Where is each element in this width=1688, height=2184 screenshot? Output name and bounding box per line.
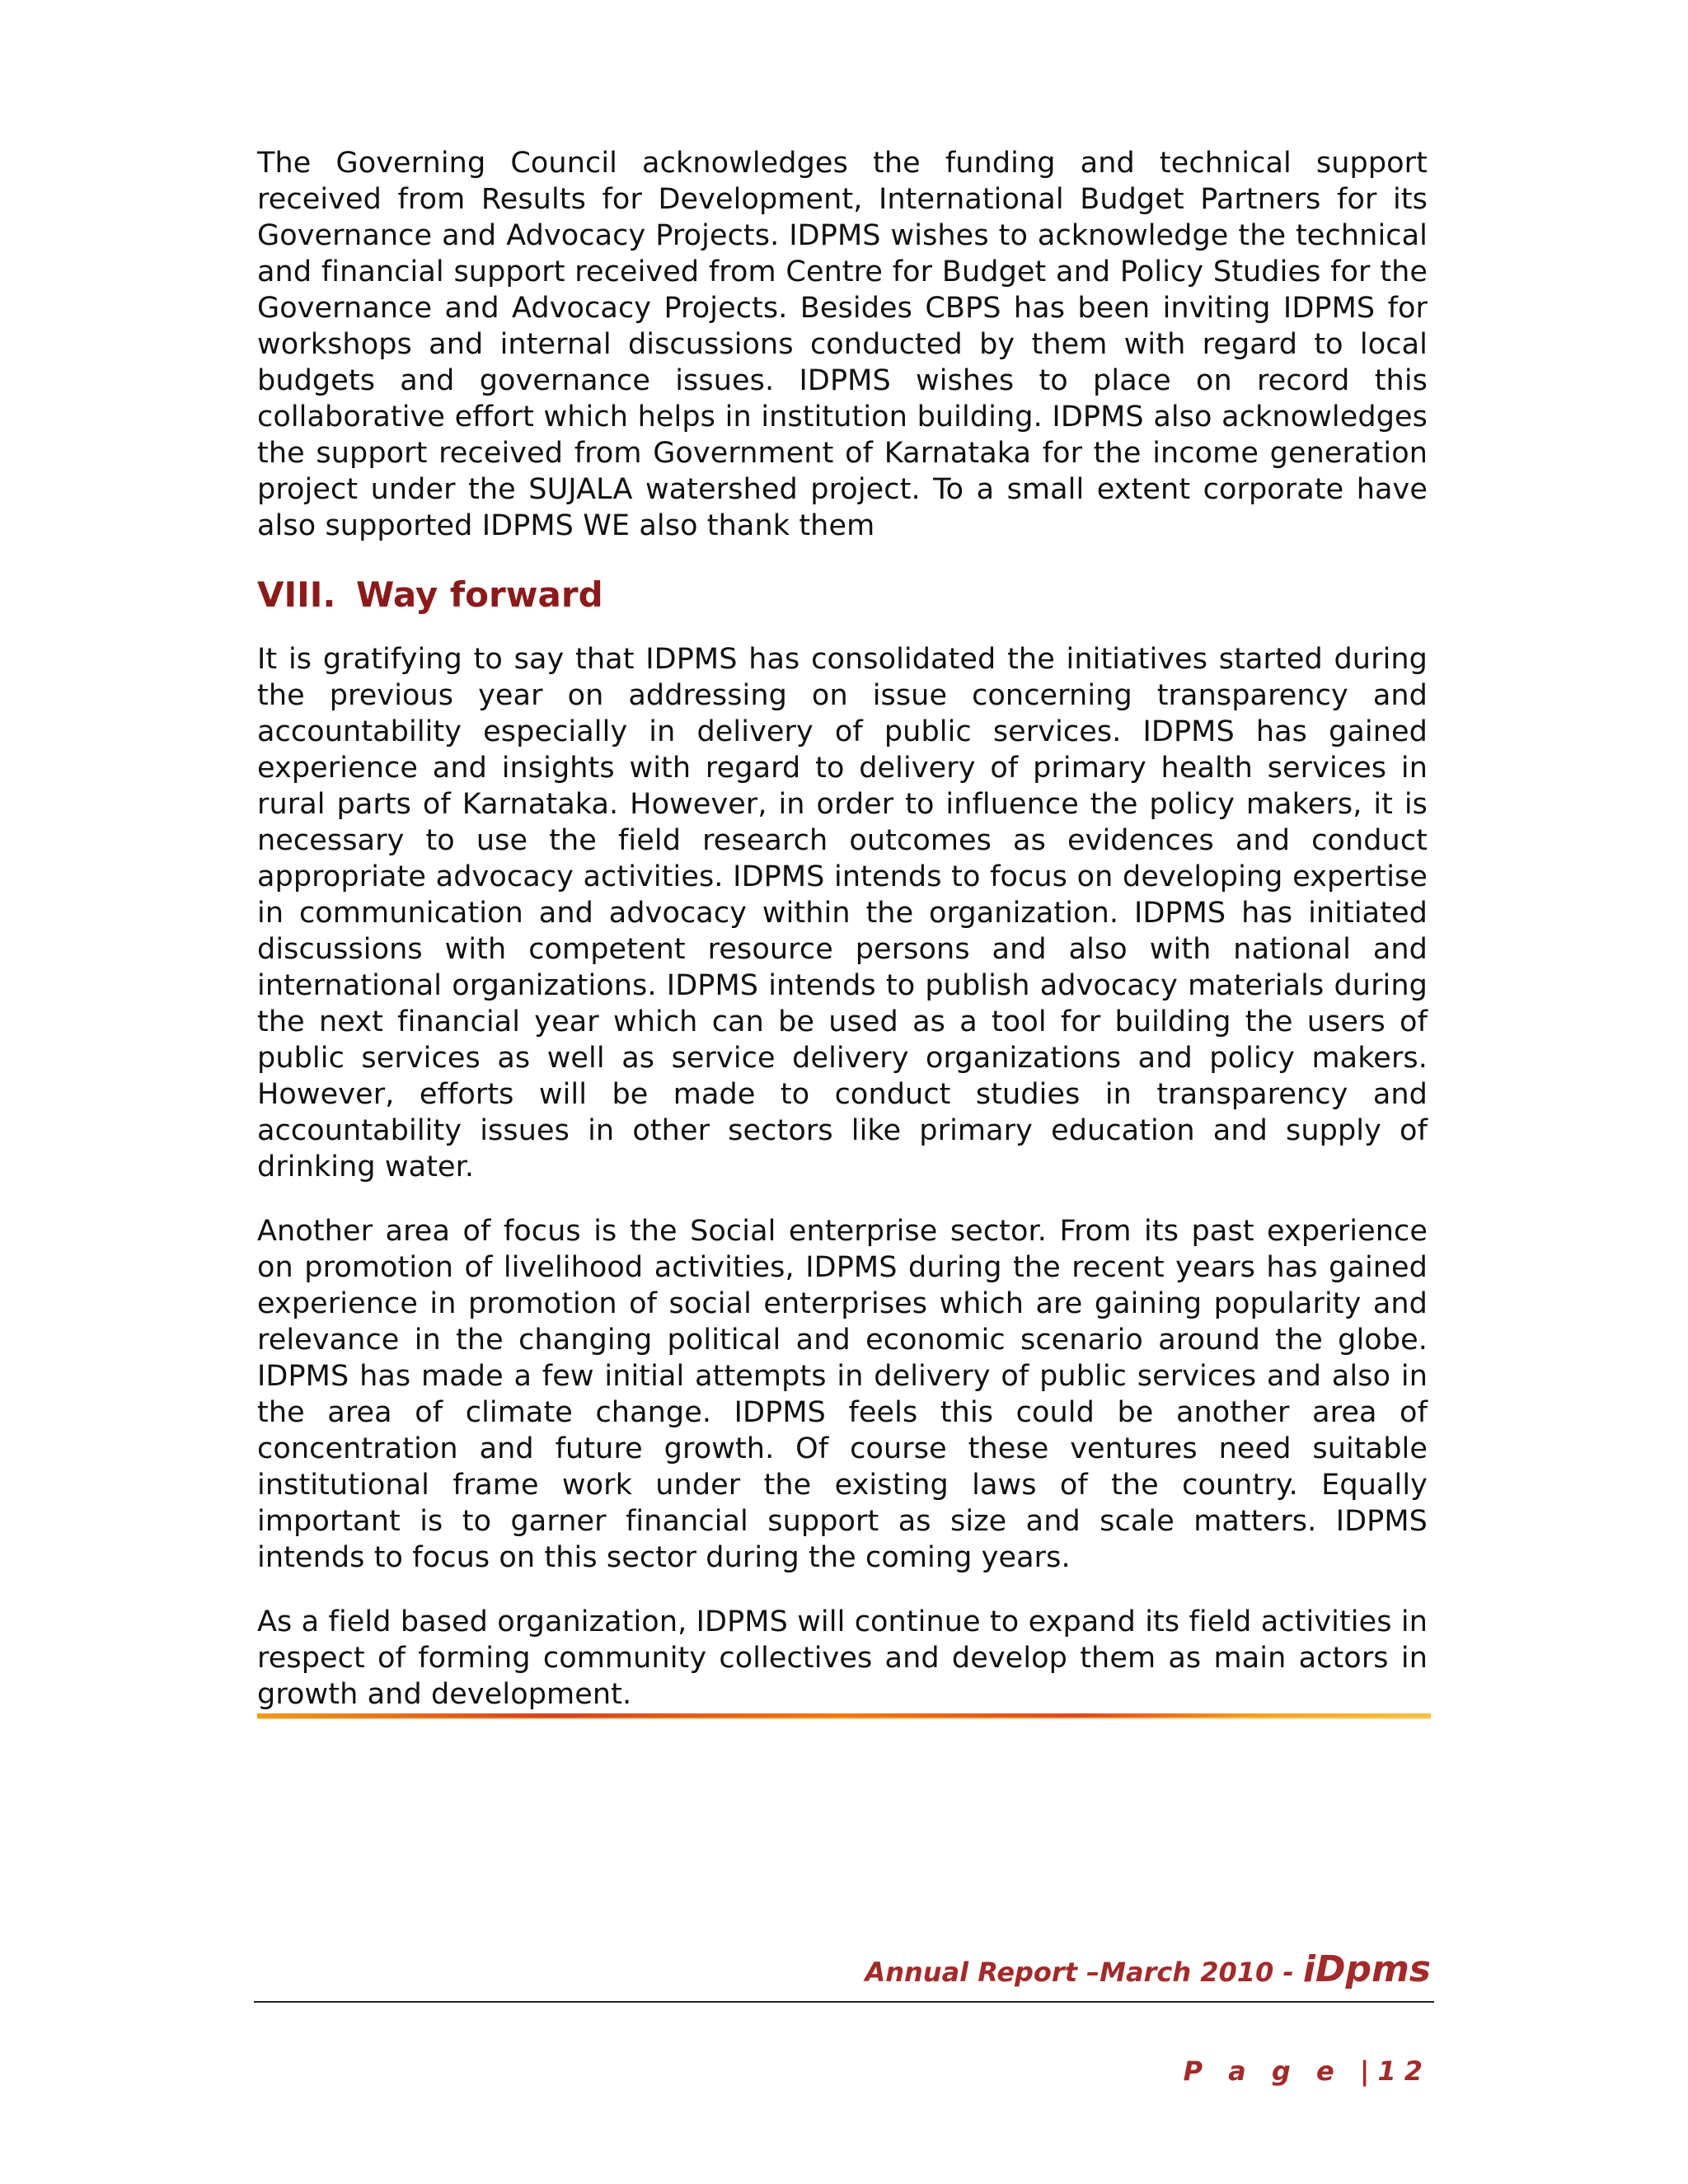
paragraph-transparency: It is gratifying to say that IDPMS has consolidated the initiatives started during the previous year on addressing on issue concerning transparency and accountability especially in delivery of public services. IDPMS has gained experience and insights with regard to delivery of primary health services in rural parts of Karnataka. However, in order to influence the policy makers, it is necessary to use the field research outcomes as evidences and conduct appropriate advocacy activities. IDPMS intends to focus on developing expertise in communication and advocacy within the organization. IDPMS has initiated discussions with competent resource persons and also with national and international organizations. IDPMS intends to publish advocacy materials during the next financial year which can be used as a tool for building the users of public services as well as service delivery organizations and policy makers. However, efforts will be made to conduct studies in transparency and accountability issues in other sectors like primary education and supply of drinking water. xyxy=(257,643,1428,1183)
footer-rule xyxy=(254,2001,1434,2003)
footer-brand: iDpms xyxy=(1302,1948,1431,1990)
page-number-value: 12 xyxy=(1377,2055,1431,2087)
section-number: VIII. xyxy=(257,574,336,615)
footer-report-label: Annual Report –March 2010 - xyxy=(865,1957,1303,1988)
footer-report-title xyxy=(865,1950,1431,1992)
page-separator: | xyxy=(1359,2055,1378,2087)
page-number xyxy=(1184,2055,1431,2087)
decorative-divider xyxy=(257,1711,1431,1719)
page-content xyxy=(257,145,1428,1741)
page-label: P a g e xyxy=(1183,2055,1343,2087)
section-heading xyxy=(257,572,1428,618)
paragraph-social-enterprise: Another area of focus is the Social enterprise sector. From its past experience on promotion of livelihood activities, IDPMS during the recent years has gained experience in promotion of social enterprises which are gaining popularity and relevance in the changing political and economic scenario around the globe. IDPMS has made a few initial attempts in delivery of public services and also in the area of climate change. IDPMS feels this could be another area of concentration and future growth. Of course these ventures need suitable institutional frame work under the existing laws of the country. Equally important is to garner financial support as size and scale matters. IDPMS intends to focus on this sector during the coming years. xyxy=(257,1215,1428,1574)
paragraph-field-activities: As a field based organization, IDPMS will continue to expand its field activities in respect of forming community collectives and develop them as main actors in growth and development. xyxy=(257,1605,1428,1711)
section-title: Way forward xyxy=(356,574,603,615)
paragraph-acknowledgement: The Governing Council acknowledges the funding and technical support received from Results for Development, International Budget Partners for its Governance and Advocacy Projects. IDPMS wishes to acknowledge the technical and financial support received from Centre for Budget and Policy Studies for the Governance and Advocacy Projects. Besides CBPS has been inviting IDPMS for workshops and internal discussions conducted by them with regard to local budgets and governance issues. IDPMS wishes to place on record this collaborative effort which helps in institution building. IDPMS also acknowledges the support received from Government of Karnataka for the income generation project under the SUJALA watershed project. To a small extent corporate have also supported IDPMS WE also thank them xyxy=(257,147,1428,542)
